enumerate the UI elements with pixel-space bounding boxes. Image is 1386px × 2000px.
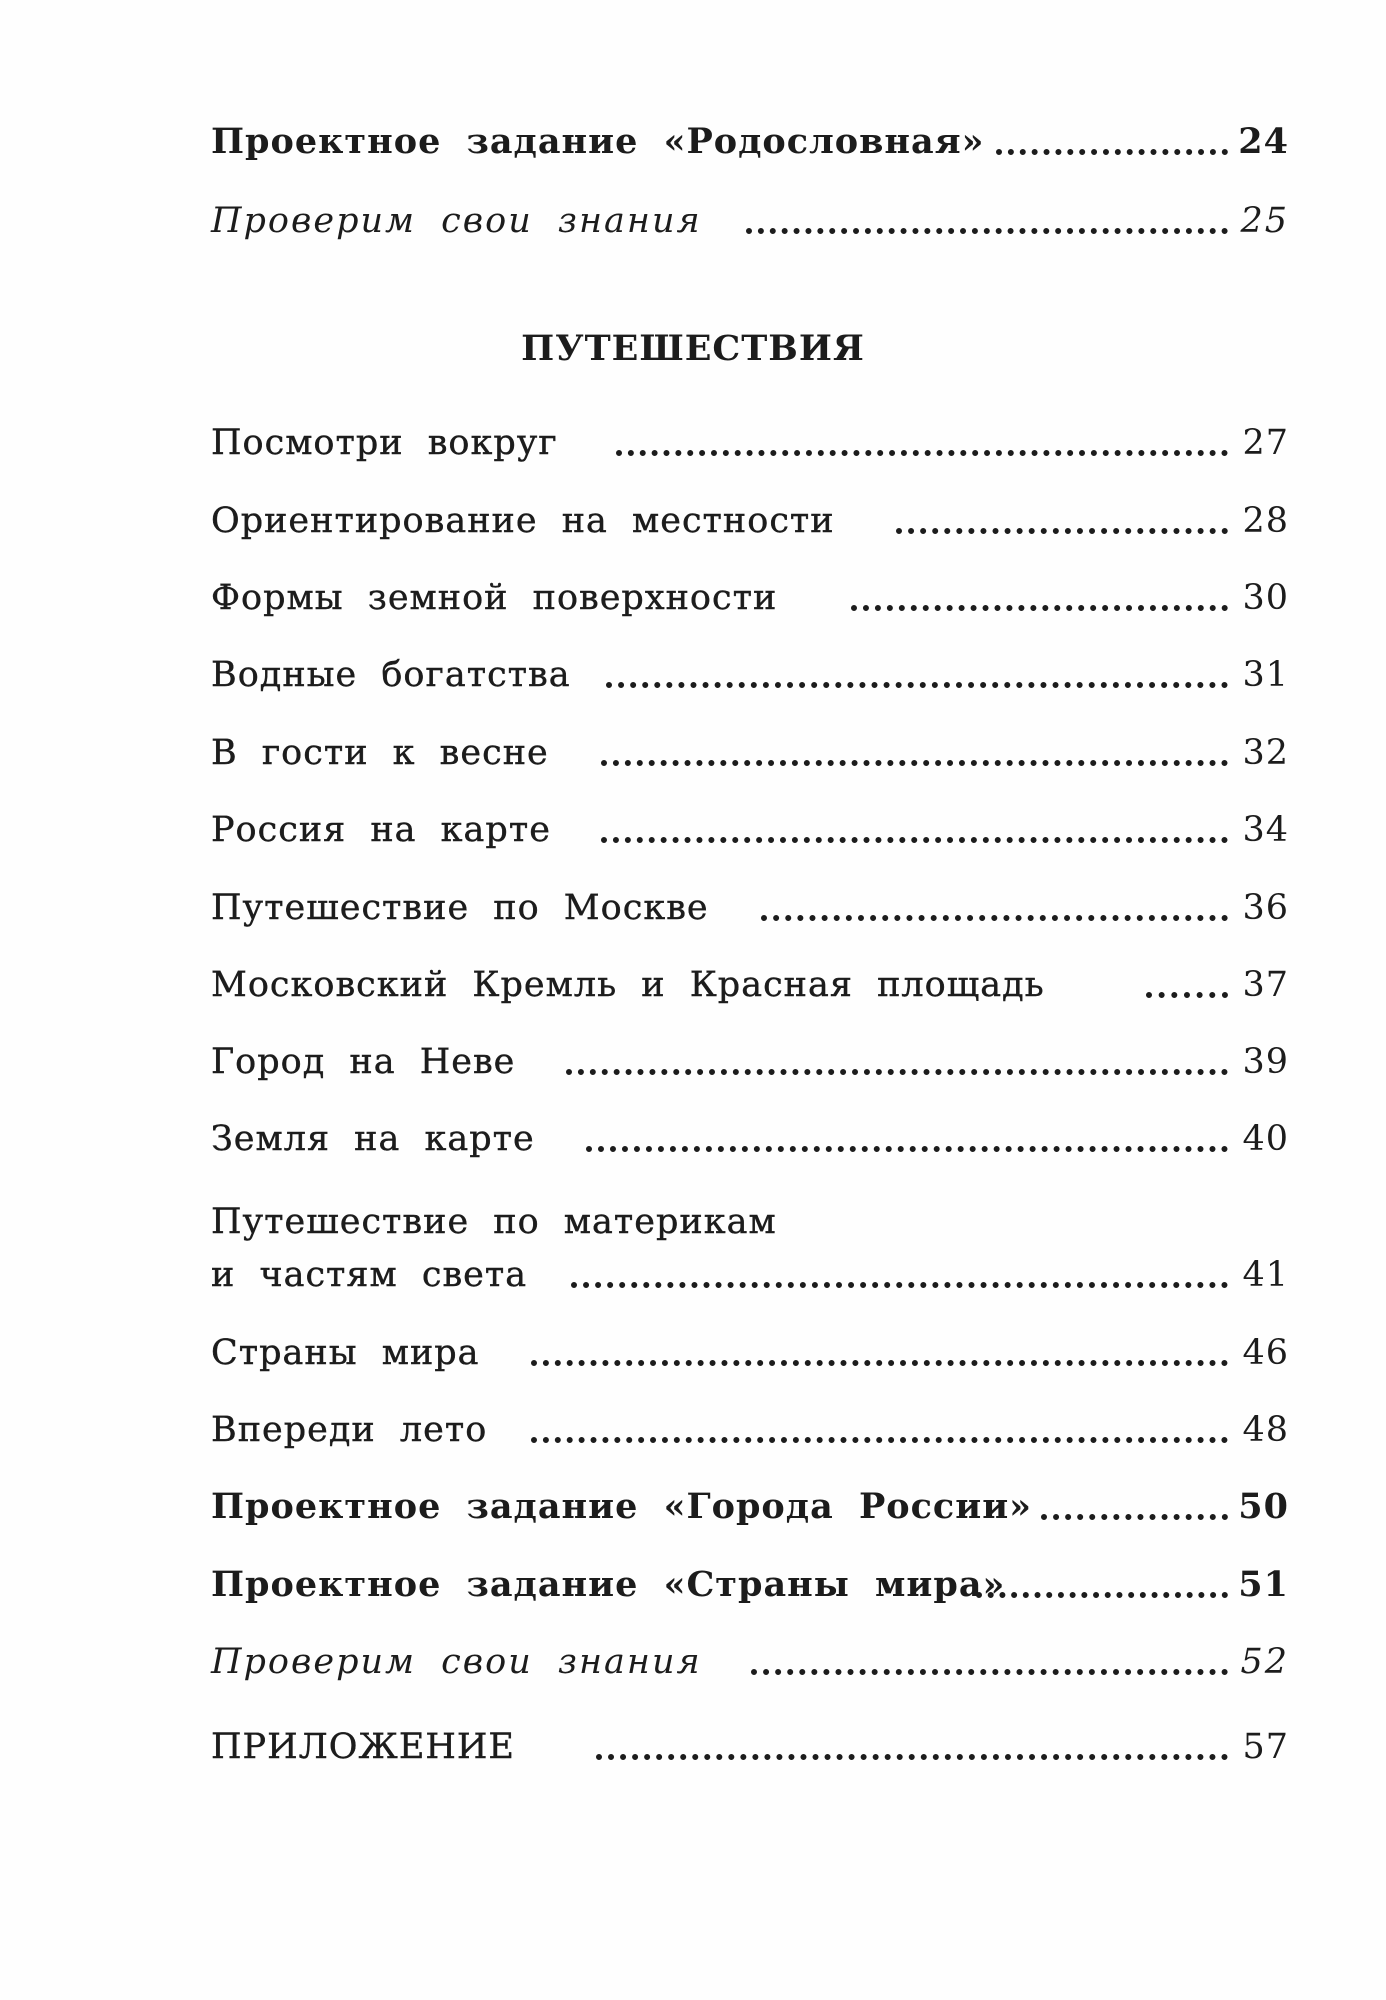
- toc-entry[interactable]: [211, 960, 1289, 1010]
- toc-dot-leader: [586, 1122, 1228, 1152]
- toc-entry-title: Проектное задание «Родословная»: [211, 121, 985, 162]
- toc-entry-appendix[interactable]: [211, 1722, 1289, 1772]
- toc-entry[interactable]: [211, 728, 1289, 778]
- toc-entry-title: Путешествие по Москве: [211, 888, 709, 928]
- section-heading: ПУТЕШЕСТВИЯ: [521, 328, 865, 369]
- toc-dot-leader: [1041, 1490, 1228, 1520]
- toc-dot-leader: [851, 581, 1228, 611]
- toc-entry-page: 24: [1238, 121, 1289, 162]
- toc-dot-leader: [1146, 968, 1228, 998]
- toc-entry-check-knowledge-2[interactable]: [211, 1637, 1289, 1687]
- toc-dot-leader: [566, 1045, 1228, 1075]
- toc-entry-page: 40: [1242, 1119, 1289, 1159]
- toc-dot-leader: [761, 891, 1228, 921]
- toc-dot-leader: [606, 658, 1228, 688]
- toc-entry-page: 36: [1242, 888, 1289, 928]
- toc-entry-page: 39: [1242, 1042, 1289, 1082]
- toc-entry-title: Страны мира: [211, 1333, 480, 1373]
- toc-entry-project-countries[interactable]: [211, 1560, 1289, 1610]
- toc-entry[interactable]: [211, 1114, 1289, 1164]
- toc-entry[interactable]: [211, 1328, 1289, 1378]
- toc-entry-page: 50: [1238, 1486, 1289, 1527]
- toc-entry-page: 25: [1240, 201, 1289, 241]
- toc-entry-page: 37: [1242, 965, 1289, 1005]
- toc-entry-title: Земля на карте: [211, 1119, 535, 1159]
- toc-entry-check-knowledge-1[interactable]: [211, 196, 1289, 246]
- toc-entry[interactable]: [211, 418, 1289, 468]
- toc-dot-leader: [596, 1730, 1228, 1760]
- toc-entry-title: Впереди лето: [211, 1410, 488, 1450]
- toc-entry-title: Московский Кремль и Красная площадь: [211, 965, 1045, 1005]
- toc-entry-title: Водные богатства: [211, 655, 571, 695]
- toc-entry-rodoslovnaya[interactable]: [211, 117, 1289, 167]
- toc-dot-leader: [751, 1645, 1228, 1675]
- toc-dot-leader: [571, 1258, 1228, 1288]
- toc-entry-page: 31: [1242, 655, 1289, 695]
- toc-entry-title: Проектное задание «Страны мира»: [211, 1564, 1006, 1605]
- toc-entry-page: 28: [1242, 501, 1289, 541]
- toc-entry[interactable]: [211, 1250, 1289, 1300]
- toc-dot-leader: [531, 1336, 1228, 1366]
- toc-entry-page: 34: [1242, 810, 1289, 850]
- toc-entry-page: 30: [1242, 578, 1289, 618]
- toc-entry-page: 57: [1242, 1727, 1289, 1767]
- toc-dot-leader: [601, 736, 1228, 766]
- toc-entry-page: 41: [1242, 1255, 1289, 1295]
- toc-entry-title: и частям света: [211, 1255, 528, 1295]
- toc-entry[interactable]: [211, 883, 1289, 933]
- toc-entry[interactable]: [211, 573, 1289, 623]
- toc-entry-page: 48: [1242, 1410, 1289, 1450]
- toc-entry-title: Проектное задание «Города России»: [211, 1486, 1033, 1527]
- toc-dot-leader: [996, 125, 1228, 155]
- toc-entry[interactable]: [211, 1405, 1289, 1455]
- toc-entry[interactable]: [211, 650, 1289, 700]
- toc-entry-title: Город на Неве: [211, 1042, 516, 1082]
- toc-dot-leader: [601, 813, 1228, 843]
- toc-entry[interactable]: [211, 496, 1289, 546]
- toc-dot-leader: [746, 204, 1228, 234]
- toc-entry-title: Формы земной поверхности: [211, 578, 778, 618]
- toc-dot-leader: [976, 1568, 1228, 1598]
- toc-entry-title: Ориентирование на местности: [211, 501, 835, 541]
- toc-entry-page: 46: [1242, 1333, 1289, 1373]
- toc-entry-page: 52: [1240, 1642, 1289, 1682]
- toc-dot-leader: [896, 504, 1228, 534]
- toc-entry[interactable]: [211, 805, 1289, 855]
- toc-dot-leader: [531, 1413, 1228, 1443]
- toc-entry-title: ПРИЛОЖЕНИЕ: [211, 1727, 515, 1767]
- toc-entry-title: Посмотри вокруг: [211, 423, 558, 463]
- toc-entry-page: 27: [1242, 423, 1289, 463]
- toc-dot-leader: [616, 426, 1228, 456]
- toc-entry-project-cities[interactable]: [211, 1482, 1289, 1532]
- toc-entry-title: Россия на карте: [211, 810, 551, 850]
- toc-entry-title: Проверим свои знания: [211, 1642, 702, 1682]
- toc-entry-page: 32: [1242, 733, 1289, 773]
- toc-entry[interactable]: [211, 1037, 1289, 1087]
- toc-entry-title: Проверим свои знания: [211, 201, 702, 241]
- toc-entry-page: 51: [1238, 1564, 1289, 1605]
- toc-entry-title: В гости к весне: [211, 733, 549, 773]
- toc-entry-title-line1: Путешествие по материкам: [211, 1202, 777, 1242]
